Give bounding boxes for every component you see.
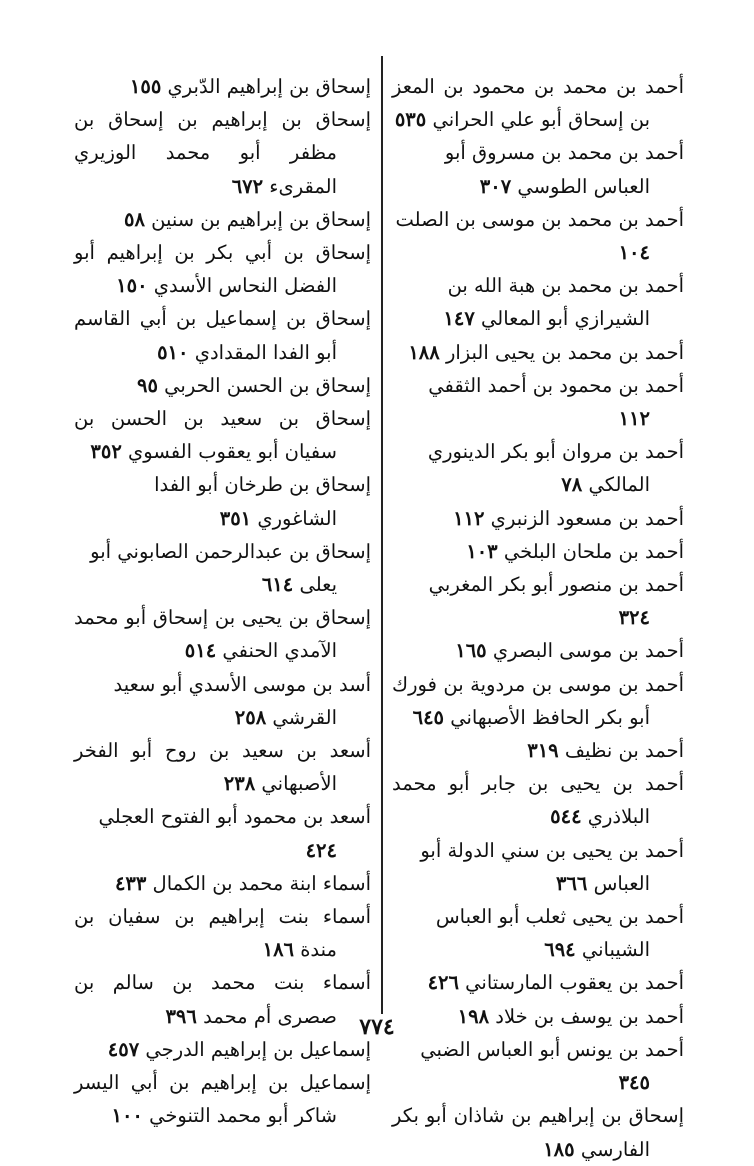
index-entry: أحمد بن محمد بن هبة الله بن الشيرازي أبو المعالي ١٤٧ bbox=[443, 274, 684, 331]
page-reference: ٣٥١ bbox=[219, 506, 252, 530]
index-entry: إسحاق بن إبراهيم بن إسحاق بن مظفر أبو محمد الوزيري المقرىء ٦٧٢ bbox=[74, 108, 371, 198]
index-entry: أحمد بن يحيى بن سني الدولة أبو العباس ٣٦٦ bbox=[420, 838, 684, 895]
page-reference: ٥١٤ bbox=[184, 639, 217, 663]
column-divider bbox=[381, 56, 383, 1014]
page-reference: ١٠٠ bbox=[111, 1104, 143, 1128]
page-reference: ١٨٥ bbox=[543, 1137, 575, 1161]
page-reference: ٦١٤ bbox=[261, 573, 294, 597]
page-reference: ١٥٠ bbox=[116, 274, 148, 298]
page-reference: ٣٦٦ bbox=[555, 871, 588, 895]
index-entry: إسحاق بن إبراهيم الدّبري ١٥٥ bbox=[129, 75, 371, 98]
index-entry: أحمد بن يوسف بن خلاد ١٩٨ bbox=[457, 1004, 684, 1028]
left-column bbox=[74, 70, 371, 1133]
page-reference: ١٨٨ bbox=[408, 340, 440, 364]
page-reference: ٤٢٦ bbox=[427, 971, 459, 995]
page-reference: ٤٣٣ bbox=[114, 871, 147, 895]
page-reference: ١٦٥ bbox=[455, 639, 487, 663]
index-entry: أحمد بن موسى البصري ١٦٥ bbox=[455, 639, 684, 663]
page-reference: ٣١٩ bbox=[527, 739, 559, 763]
page-reference: ٣٤٥ bbox=[618, 1071, 650, 1095]
page-reference: ٧٨ bbox=[561, 473, 583, 497]
index-entry: إسحاق بن إسماعيل بن أبي القاسم أبو الفدا المقدادي ٥١٠ bbox=[74, 307, 371, 364]
page-reference: ٣٥٢ bbox=[90, 440, 122, 464]
index-entry: أسماء ابنة محمد بن الكمال ٤٣٣ bbox=[114, 871, 371, 895]
index-entry: أسماء بنت محمد بن سالم بن صصرى أم محمد ٣٩٦ bbox=[74, 971, 371, 1028]
index-entry: أسماء بنت إبراهيم بن سفيان بن مندة ١٨٦ bbox=[74, 905, 371, 962]
page-reference: ٣٠٧ bbox=[479, 174, 512, 198]
page-reference: ٩٥ bbox=[136, 373, 158, 397]
index-entry: إسحاق بن إبراهيم بن شاذان أبو بكر الفارسي ١٨٥ bbox=[392, 1104, 684, 1161]
page-reference: ٥٨ bbox=[123, 207, 145, 231]
index-entry: أحمد بن محمد بن مسروق أبو العباس الطوسي ٣٠٧ bbox=[444, 141, 684, 198]
page-reference: ١٨٦ bbox=[262, 938, 295, 962]
page-reference: ٥١٠ bbox=[157, 340, 189, 364]
index-entry: أحمد بن محمد بن محمود بن المعز بن إسحاق أبو علي الحراني ٥٣٥ bbox=[392, 75, 684, 132]
index-entry: أحمد بن يونس أبو العباس الضبي ٣٤٥ bbox=[420, 1037, 684, 1095]
page-reference: ٤٢٤ bbox=[305, 838, 337, 862]
index-entry: أحمد بن محمد بن موسى بن الصلت ١٠٤ bbox=[395, 207, 684, 265]
index-entry: أحمد بن محمود بن أحمد الثقفي ١١٢ bbox=[428, 373, 684, 431]
index-entry: أسعد بن محمود أبو الفتوح العجلي ٤٢٤ bbox=[98, 805, 371, 862]
index-entry: أحمد بن منصور أبو بكر المغربي ٣٢٤ bbox=[428, 573, 684, 630]
index-entry: إسحاق بن إبراهيم بن سنين ٥٨ bbox=[123, 207, 371, 231]
page-reference: ١٠٣ bbox=[466, 539, 498, 563]
page-reference: ١٤٧ bbox=[443, 307, 475, 331]
page-reference: ٣٩٦ bbox=[165, 1004, 197, 1028]
page-reference: ١٩٨ bbox=[457, 1004, 490, 1028]
index-entry: أحمد بن يحيى ثعلب أبو العباس الشيباني ٦٩٤ bbox=[435, 905, 684, 962]
index-entry: إسحاق بن سعيد بن الحسن بن سفيان أبو يعقوب الفسوي ٣٥٢ bbox=[74, 407, 371, 464]
page-reference: ٥٣٥ bbox=[394, 108, 427, 132]
page-reference: ١١٢ bbox=[618, 407, 650, 431]
index-entry: إسحاق بن الحسن الحربي ٩٥ bbox=[136, 373, 371, 397]
index-entry: أسد بن موسى الأسدي أبو سعيد القرشي ٢٥٨ bbox=[113, 672, 371, 729]
index-entry: أحمد بن يحيى بن جابر أبو محمد البلاذري ٥٤٤ bbox=[392, 772, 684, 829]
page-reference: ٦٤٥ bbox=[412, 705, 445, 729]
page-reference: ١٠٤ bbox=[618, 241, 650, 265]
index-entry: أحمد بن نظيف ٣١٩ bbox=[527, 739, 684, 763]
page-reference: ١١٢ bbox=[453, 506, 485, 530]
page-reference: ٥٤٤ bbox=[550, 805, 582, 829]
right-column bbox=[392, 70, 684, 1166]
page-number: ٧٧٤ bbox=[359, 1014, 395, 1040]
index-entry: إسماعيل بن إبراهيم بن أبي اليسر شاكر أبو محمد التنوخي ١٠٠ bbox=[74, 1071, 371, 1128]
page-reference: ٤٥٧ bbox=[107, 1037, 140, 1061]
page-reference: ٦٩٤ bbox=[544, 938, 576, 962]
page-reference: ١٥٥ bbox=[129, 75, 162, 98]
index-entry: أحمد بن مروان أبو بكر الدينوري المالكي ٧٨ bbox=[427, 440, 684, 497]
index-entry: أسعد بن سعيد بن روح أبو الفخر الأصبهاني ٢٣٨ bbox=[74, 739, 371, 796]
index-entry: أحمد بن يعقوب المارستاني ٤٢٦ bbox=[427, 971, 684, 995]
index-entry: أحمد بن ملحان البلخي ١٠٣ bbox=[466, 539, 684, 563]
index-entry: أحمد بن موسى بن مردوية بن فورك أبو بكر الحافظ الأصبهاني ٦٤٥ bbox=[392, 672, 684, 729]
index-entry: إسحاق بن طرخان أبو الفدا الشاغوري ٣٥١ bbox=[154, 473, 371, 530]
page-reference: ٢٣٨ bbox=[223, 772, 256, 796]
page-reference: ٢٥٨ bbox=[234, 705, 267, 729]
index-entry: إسماعيل بن إبراهيم الدرجي ٤٥٧ bbox=[107, 1037, 371, 1061]
index-entry: إسحاق بن يحيى بن إسحاق أبو محمد الآمدي الحنفي ٥١٤ bbox=[74, 606, 371, 663]
index-entry: أحمد بن محمد بن يحيى البزار ١٨٨ bbox=[408, 340, 684, 364]
page-reference: ٦٧٢ bbox=[231, 174, 264, 198]
index-entry: إسحاق بن أبي بكر بن إبراهيم أبو الفضل النحاس الأسدي ١٥٠ bbox=[74, 241, 371, 298]
index-entry: أحمد بن مسعود الزنبري ١١٢ bbox=[453, 506, 684, 530]
page-reference: ٣٢٤ bbox=[618, 606, 650, 630]
index-entry: إسحاق بن عبدالرحمن الصابوني أبو يعلى ٦١٤ bbox=[90, 539, 371, 597]
